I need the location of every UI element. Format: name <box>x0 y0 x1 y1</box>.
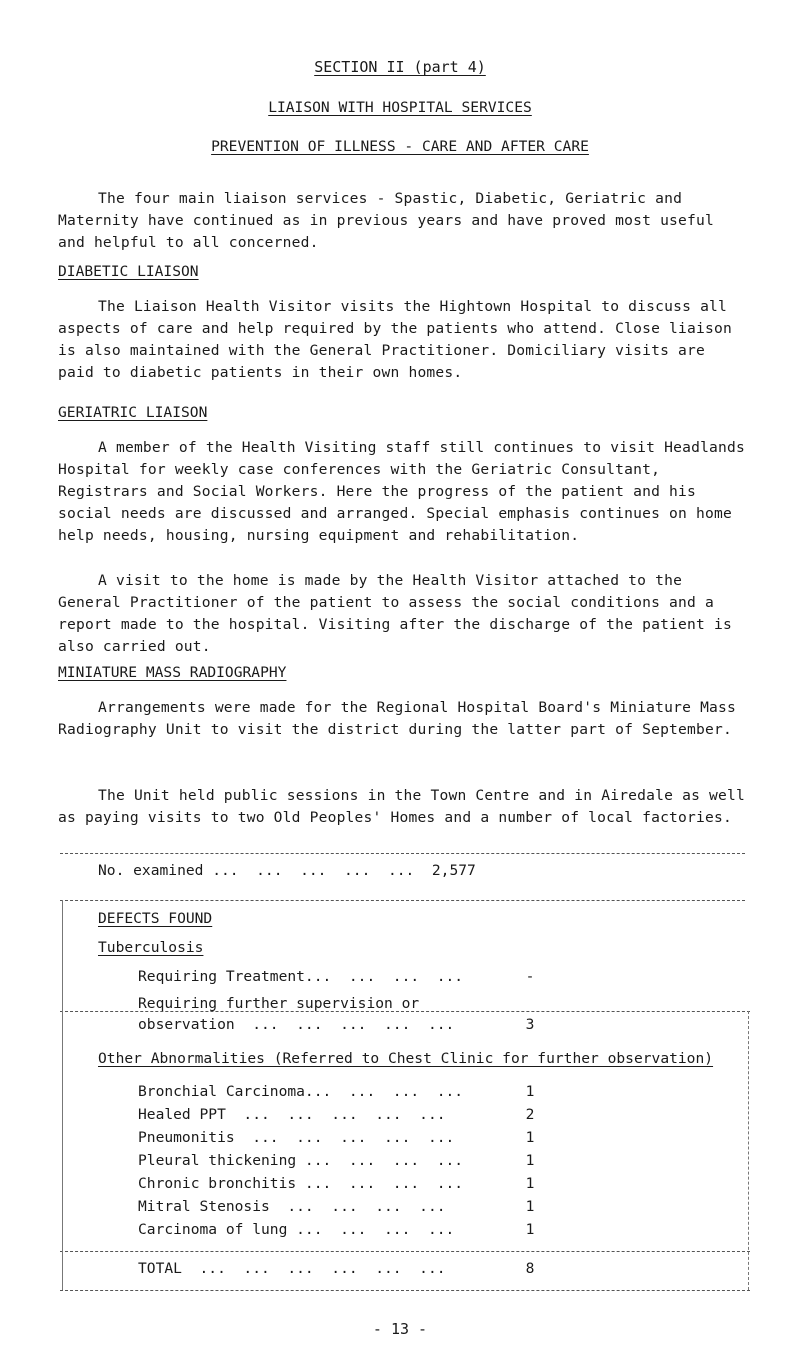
radiography-paragraph-1 <box>58 697 748 741</box>
further-supervision-value: 3 <box>525 1016 535 1033</box>
diabetic-paragraph <box>58 296 748 384</box>
table-row-value: 1 <box>525 1198 535 1215</box>
table-row-value: 1 <box>525 1175 535 1192</box>
table-row: Carcinoma of lung ... ... ... ... <box>138 1221 455 1238</box>
table-row: Pleural thickening ... ... ... ... <box>138 1152 464 1169</box>
defects-heading: DEFECTS FOUND <box>98 910 213 927</box>
page-subtitle: PREVENTION OF ILLNESS - CARE AND AFTER CARE <box>211 138 589 155</box>
table-row: Healed PPT ... ... ... ... ... <box>138 1106 446 1123</box>
radiography-text-2: The Unit held public sessions in the Town Centre and in Airedale as well as paying visits to two Old Peoples' Homes and a number of local factories. <box>58 787 746 826</box>
further-supervision-line-1: Requiring further supervision or <box>138 995 420 1012</box>
table-row: Chronic bronchitis ... ... ... ... <box>138 1175 464 1192</box>
intro-text: The four main liaison services - Spastic, Diabetic, Geriatric and Maternity have continued as in previous years and have proved most useful and helpful to all concerned. <box>58 190 714 251</box>
page-title: LIAISON WITH HOSPITAL SERVICES <box>268 99 532 116</box>
table-top-rule <box>60 853 745 854</box>
table-row: Pneumonitis ... ... ... ... ... <box>138 1129 455 1146</box>
rows-rule <box>60 1251 750 1252</box>
geriatric-paragraph-1 <box>58 437 748 547</box>
geriatric-text-2: A visit to the home is made by the Health Visitor attached to the General Practitioner of the patient to assess the social conditions and a report made to the hospital. Visiting after the discharge of the patient is also carried out. <box>58 572 732 655</box>
geriatric-heading: GERIATRIC LIAISON <box>58 404 208 421</box>
geriatric-paragraph-2 <box>58 570 748 658</box>
section-label: SECTION II (part 4) <box>314 58 486 76</box>
requiring-treatment-value: - <box>525 968 535 985</box>
table-right-rule <box>748 1011 749 1290</box>
further-supervision-line-2: observation ... ... ... ... ... <box>138 1016 455 1033</box>
other-abnormalities-text: Other Abnormalities (Referred to Chest Clinic for further observation) <box>98 1050 714 1067</box>
table-left-rule <box>62 900 63 1290</box>
table-row-value: 1 <box>525 1221 535 1238</box>
table-row-value: 1 <box>525 1129 535 1146</box>
tuberculosis-heading: Tuberculosis <box>98 939 204 956</box>
requiring-treatment-row: Requiring Treatment... ... ... ... <box>138 968 464 985</box>
diabetic-heading: DIABETIC LIAISON <box>58 263 199 280</box>
intro-paragraph <box>58 188 748 254</box>
radiography-text-1: Arrangements were made for the Regional Hospital Board's Miniature Mass Radiography Unit to visit the district during the latter part of September. <box>58 699 737 738</box>
table-row-value: 1 <box>525 1083 535 1100</box>
geriatric-text-1: A member of the Health Visiting staff still continues to visit Headlands Hospital for weekly case conferences with the Geriatric Consultant, Registrars and Social Workers. Here the progress of the patient and his social needs are discussed and arranged. Special emphasis continues on home help needs, housing, nursing equipment and rehabilitation. <box>58 439 746 544</box>
other-abnormalities-heading <box>98 1050 713 1067</box>
table-row: Bronchial Carcinoma... ... ... ... <box>138 1083 464 1100</box>
examined-count: No. examined ... ... ... ... ... 2,577 <box>98 862 476 879</box>
radiography-heading: MINIATURE MASS RADIOGRAPHY <box>58 664 287 681</box>
page-number: - 13 - <box>372 1320 428 1338</box>
radiography-paragraph-2 <box>58 785 748 829</box>
table-row-value: 2 <box>525 1106 535 1123</box>
diabetic-text: The Liaison Health Visitor visits the Hightown Hospital to discuss all aspects of care and help required by the patients who attend. Close liaison is also maintained with the General Practitioner. Domiciliary visits are paid to diabetic patients in their own homes. <box>58 298 732 381</box>
table-bottom-rule <box>60 1290 750 1291</box>
total-row: TOTAL ... ... ... ... ... ... <box>138 1260 446 1277</box>
table-row: Mitral Stenosis ... ... ... ... <box>138 1198 446 1215</box>
examined-rule <box>60 900 745 901</box>
table-row-value: 1 <box>525 1152 535 1169</box>
total-value: 8 <box>525 1260 535 1277</box>
